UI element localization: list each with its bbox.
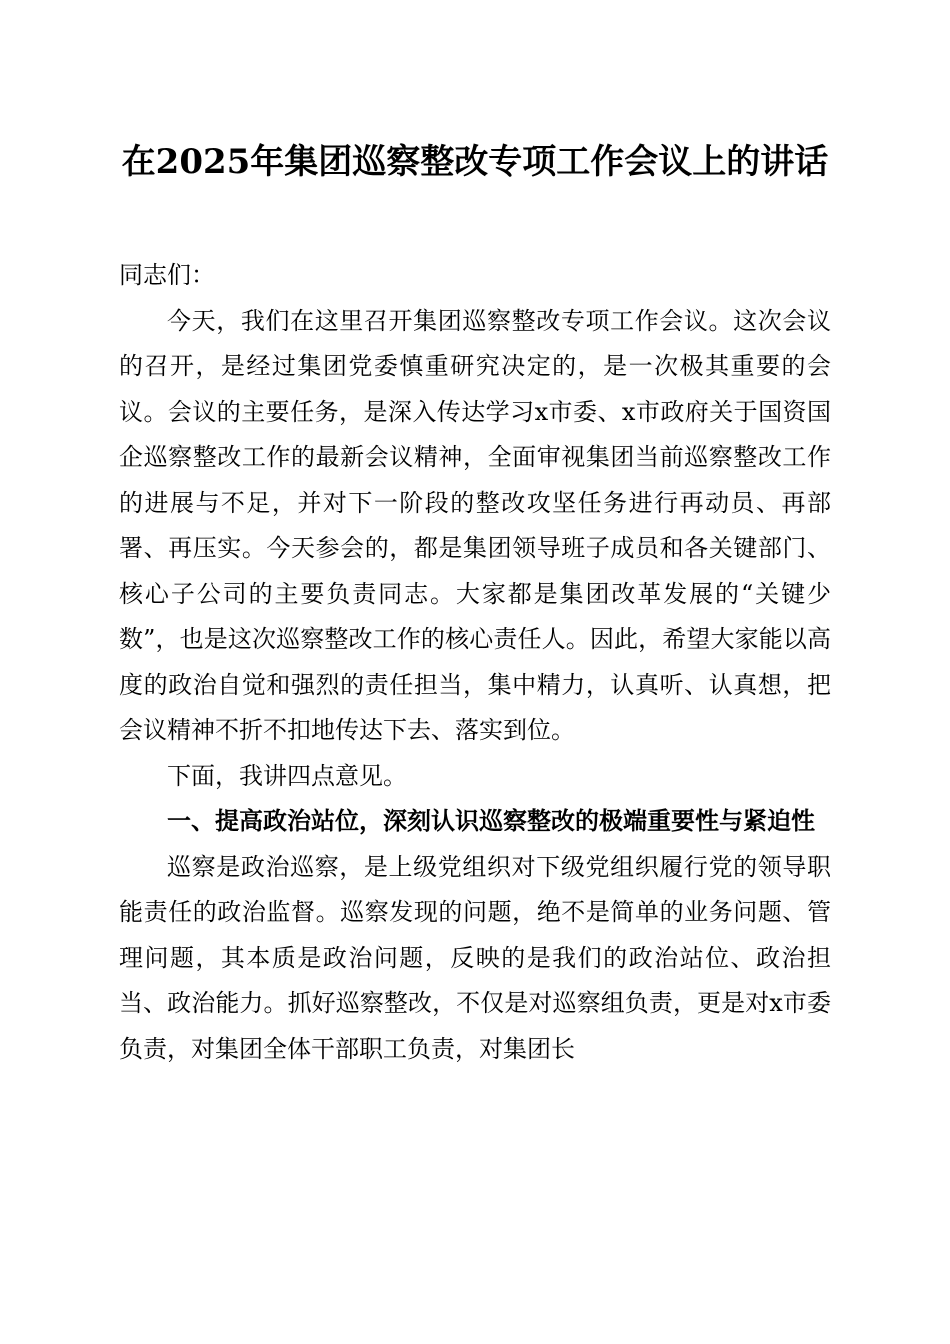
- document-body: [119, 253, 831, 1072]
- section-heading-1: 一、提高政治站位，深刻认识巡察整改的极端重要性与紧迫性: [167, 807, 815, 835]
- document-title: 在2025年集团巡察整改专项工作会议上的讲话: [121, 142, 829, 182]
- outline-paragraph: 下面，我讲四点意见。: [167, 761, 407, 790]
- intro-paragraph: 今天，我们在这里召开集团巡察整改专项工作会议。这次会议的召开，是经过集团党委慎重研究决定的，是一次极其重要的会议。会议的主要任务，是深入传达学习x市委、x市政府关于国资国企巡察整改工作的最新会议精神，全面审视集团当前巡察整改工作的进展与不足，并对下一阶段的整改攻坚任务进行再动员、再部署、再压实。今天参会的，都是集团领导班子成员和各关键部门、核心子公司的主要负责同志。大家都是集团改革发展的“关键少数”，也是这次巡察整改工作的核心责任人。因此，希望大家能以高度的政治自觉和强烈的责任担当，集中精力，认真听、认真想，把会议精神不折不扣地传达下去、落实到位。: [119, 306, 831, 744]
- section-1-paragraph: 巡察是政治巡察，是上级党组织对下级党组织履行党的领导职能责任的政治监督。巡察发现的问题，绝不是简单的业务问题、管理问题，其本质是政治问题，反映的是我们的政治站位、政治担当、政治能力。抓好巡察整改，不仅是对巡察组负责，更是对x市委负责，对集团全体干部职工负责，对集团长: [119, 852, 831, 1063]
- salutation: 同志们：: [119, 261, 215, 289]
